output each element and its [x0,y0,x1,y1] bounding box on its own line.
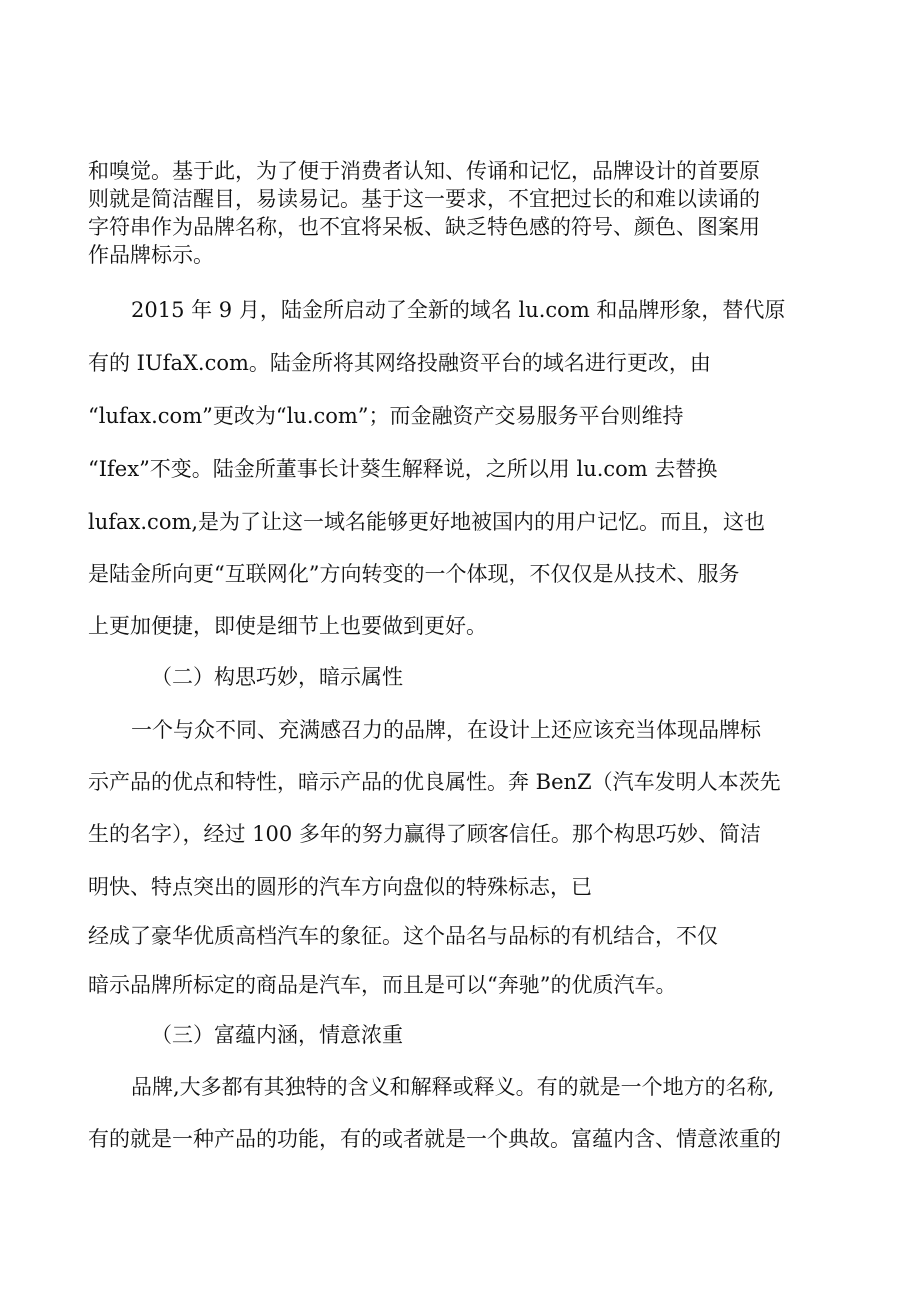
text-line: 字符串作为品牌名称，也不宜将呆板、缺乏特色感的符号、颜色、图案用 [88,215,760,239]
text-line: 是陆金所向更“互联网化”方向转变的一个体现，不仅仅是从技术、服务 [88,562,740,586]
text-line: 生的名字），经过 100 多年的努力赢得了顾客信任。那个构思巧妙、简洁 [88,822,761,846]
text-line: 示产品的优点和特性，暗示产品的优良属性。奔 BenZ（汽车发明人本茨先 [88,770,781,794]
text-line: 和嗅觉。基于此，为了便于消费者认知、传诵和记忆，品牌设计的首要原 [88,159,760,183]
text-line: 经成了豪华优质高档汽车的象征。这个品名与品标的有机结合，不仅 [88,924,718,948]
text-line: 暗示品牌所标定的商品是汽车，而且是可以“奔驰”的优质汽车。 [88,973,677,997]
text-line: 品牌,大多都有其独特的含义和解释或释义。有的就是一个地方的名称, [131,1075,775,1099]
text-line: “Ifex”不变。陆金所董事长计葵生解释说，之所以用 lu.com 去替换 [88,457,718,481]
text-line: 有的 IUfaX.com。陆金所将其网络投融资平台的域名进行更改，由 [88,351,711,375]
text-line: 作品牌标示。 [88,243,214,267]
text-line: 明快、特点突出的圆形的汽车方向盘似的特殊标志，已 [88,875,592,899]
text-line: lufax.com,是为了让这一域名能够更好地被国内的用户记忆。而且，这也 [88,510,766,534]
text-line: “lufax.com”更改为“lu.com”；而金融资产交易服务平台则维持 [88,404,684,428]
text-line: 2015 年 9 月，陆金所启动了全新的域名 lu.com 和品牌形象，替代原 [131,298,786,322]
text-line: 上更加便捷，即使是细节上也要做到更好。 [88,614,487,638]
section-heading: （三）富蕴内涵，情意浓重 [151,1023,403,1047]
text-line: 有的就是一种产品的功能，有的或者就是一个典故。富蕴内含、情意浓重的 [88,1127,781,1151]
section-heading: （二）构思巧妙，暗示属性 [151,665,403,689]
text-line: 则就是简洁醒目，易读易记。基于这一要求，不宜把过长的和难以读诵的 [88,187,760,211]
text-line: 一个与众不同、充满感召力的品牌，在设计上还应该充当体现品牌标 [131,718,761,742]
